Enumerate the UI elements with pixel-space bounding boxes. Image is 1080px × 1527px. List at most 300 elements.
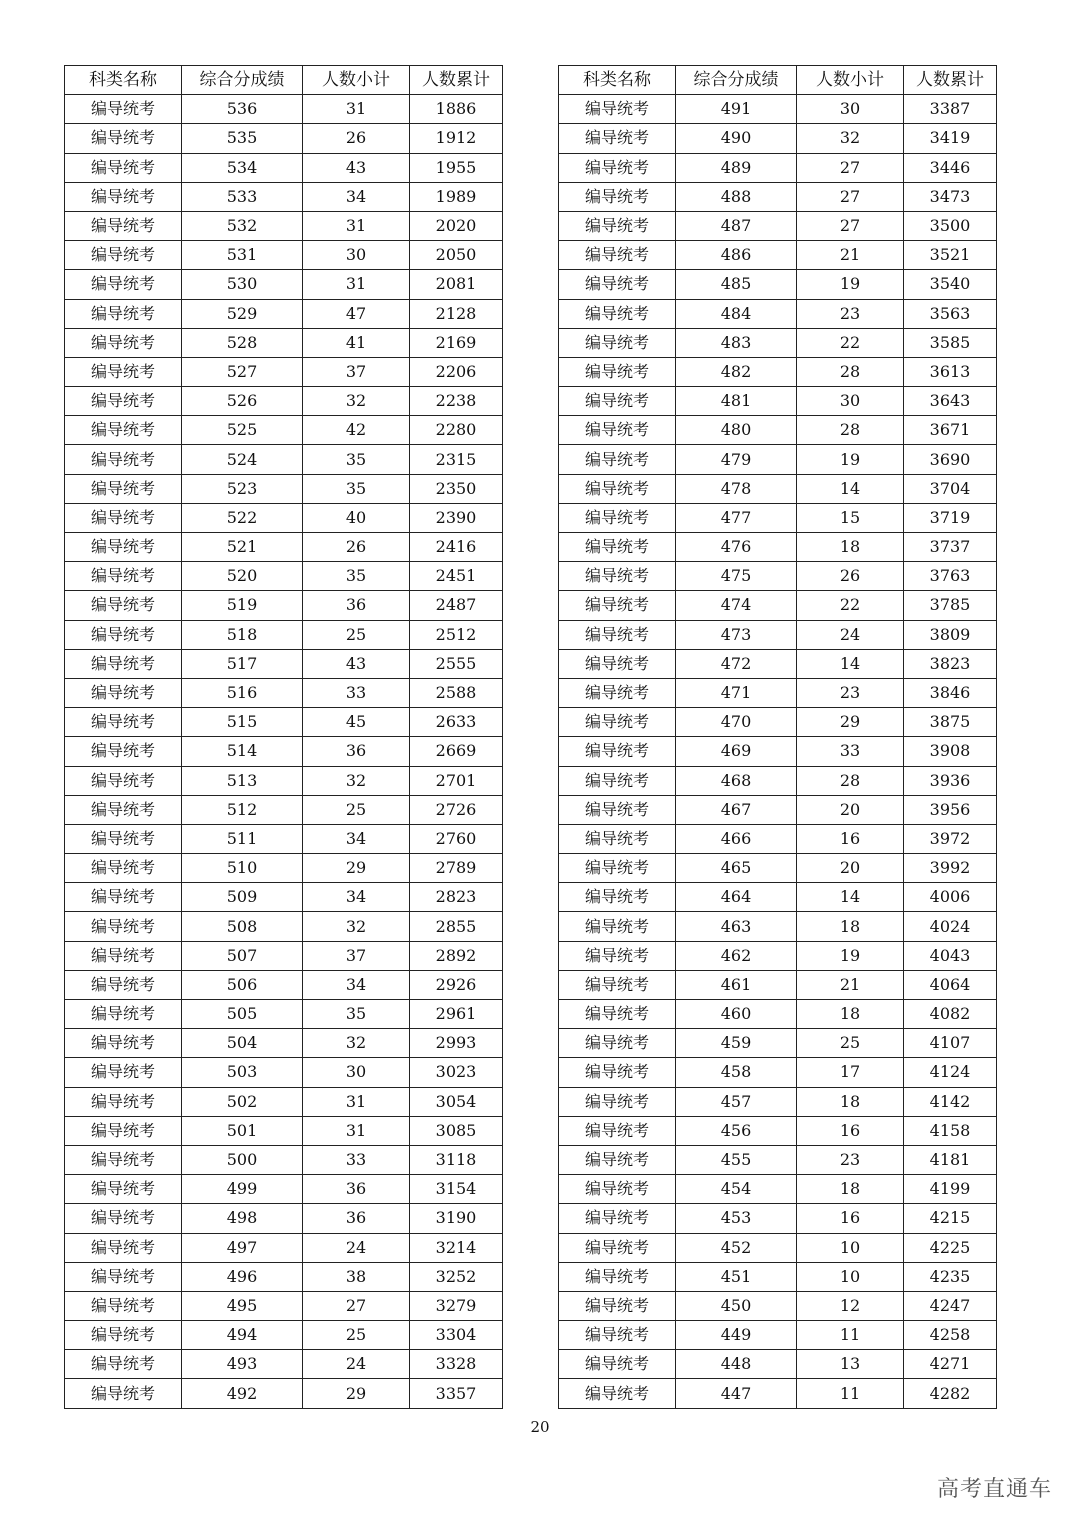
header-count: 人数小计: [303, 66, 410, 95]
table-row: [65, 474, 503, 503]
cell-count: 18: [797, 533, 904, 562]
cell-count: 34: [303, 824, 410, 853]
cell-cumulative: 2020: [410, 211, 503, 240]
table-row: [65, 95, 503, 124]
cell-count: 43: [303, 153, 410, 182]
cell-cumulative: 2238: [410, 387, 503, 416]
cell-score: 467: [676, 795, 797, 824]
cell-cumulative: 2416: [410, 533, 503, 562]
header-score: 综合分成绩: [676, 66, 797, 95]
cell-category: 编导统考: [65, 299, 182, 328]
cell-cumulative: 4043: [904, 941, 997, 970]
cell-cumulative: 3419: [904, 124, 997, 153]
cell-cumulative: 2487: [410, 591, 503, 620]
cell-category: 编导统考: [65, 620, 182, 649]
cell-score: 531: [182, 241, 303, 270]
cell-count: 47: [303, 299, 410, 328]
table-row: [559, 211, 997, 240]
cell-score: 483: [676, 328, 797, 357]
cell-count: 26: [797, 562, 904, 591]
table-row: [65, 1087, 503, 1116]
cell-cumulative: 2789: [410, 854, 503, 883]
cell-cumulative: 3500: [904, 211, 997, 240]
cell-score: 495: [182, 1291, 303, 1320]
cell-score: 462: [676, 941, 797, 970]
cell-score: 525: [182, 416, 303, 445]
cell-count: 29: [303, 854, 410, 883]
cell-count: 16: [797, 1204, 904, 1233]
cell-cumulative: 3785: [904, 591, 997, 620]
header-cumulative: 人数累计: [904, 66, 997, 95]
cell-cumulative: 2081: [410, 270, 503, 299]
cell-cumulative: 3763: [904, 562, 997, 591]
cell-score: 524: [182, 445, 303, 474]
cell-category: 编导统考: [65, 591, 182, 620]
table-row: [65, 357, 503, 386]
cell-count: 40: [303, 503, 410, 532]
cell-category: 编导统考: [65, 1204, 182, 1233]
watermark: 高考直通车: [936, 1477, 1052, 1502]
cell-category: 编导统考: [65, 474, 182, 503]
cell-count: 12: [797, 1291, 904, 1320]
cell-count: 23: [797, 678, 904, 707]
cell-category: 编导统考: [559, 1058, 676, 1087]
table-row: [65, 211, 503, 240]
cell-score: 491: [676, 95, 797, 124]
cell-score: 466: [676, 824, 797, 853]
header-cumulative: 人数累计: [410, 66, 503, 95]
cell-count: 10: [797, 1262, 904, 1291]
cell-count: 22: [797, 328, 904, 357]
cell-category: 编导统考: [559, 1175, 676, 1204]
cell-category: 编导统考: [559, 124, 676, 153]
cell-score: 533: [182, 182, 303, 211]
cell-cumulative: 2050: [410, 241, 503, 270]
cell-count: 31: [303, 211, 410, 240]
cell-category: 编导统考: [559, 1087, 676, 1116]
cell-cumulative: 3737: [904, 533, 997, 562]
cell-count: 14: [797, 883, 904, 912]
cell-score: 458: [676, 1058, 797, 1087]
cell-category: 编导统考: [65, 883, 182, 912]
cell-cumulative: 2961: [410, 1000, 503, 1029]
table-row: [559, 357, 997, 386]
cell-category: 编导统考: [65, 1116, 182, 1145]
cell-cumulative: 2669: [410, 737, 503, 766]
cell-cumulative: 2512: [410, 620, 503, 649]
cell-score: 477: [676, 503, 797, 532]
cell-category: 编导统考: [65, 270, 182, 299]
cell-cumulative: 4225: [904, 1233, 997, 1262]
table-row: [65, 503, 503, 532]
cell-count: 32: [303, 766, 410, 795]
table-row: [559, 1087, 997, 1116]
cell-category: 编导统考: [559, 387, 676, 416]
cell-cumulative: 3936: [904, 766, 997, 795]
cell-score: 457: [676, 1087, 797, 1116]
cell-score: 481: [676, 387, 797, 416]
cell-score: 447: [676, 1379, 797, 1408]
cell-score: 459: [676, 1029, 797, 1058]
table-row: [559, 1321, 997, 1350]
cell-score: 513: [182, 766, 303, 795]
cell-score: 451: [676, 1262, 797, 1291]
cell-score: 469: [676, 737, 797, 766]
cell-count: 30: [797, 95, 904, 124]
table-row: [559, 1000, 997, 1029]
header-score: 综合分成绩: [182, 66, 303, 95]
cell-score: 452: [676, 1233, 797, 1262]
table-row: [559, 883, 997, 912]
cell-category: 编导统考: [65, 533, 182, 562]
cell-category: 编导统考: [559, 503, 676, 532]
cell-cumulative: 4215: [904, 1204, 997, 1233]
cell-category: 编导统考: [65, 503, 182, 532]
cell-category: 编导统考: [559, 1350, 676, 1379]
cell-cumulative: 3719: [904, 503, 997, 532]
cell-category: 编导统考: [559, 854, 676, 883]
cell-cumulative: 3704: [904, 474, 997, 503]
cell-score: 474: [676, 591, 797, 620]
cell-category: 编导统考: [559, 1321, 676, 1350]
cell-score: 498: [182, 1204, 303, 1233]
cell-score: 471: [676, 678, 797, 707]
table-row: [65, 1116, 503, 1145]
cell-count: 35: [303, 562, 410, 591]
cell-score: 528: [182, 328, 303, 357]
cell-count: 25: [303, 795, 410, 824]
cell-cumulative: 3690: [904, 445, 997, 474]
cell-category: 编导统考: [559, 1029, 676, 1058]
cell-cumulative: 3613: [904, 357, 997, 386]
cell-category: 编导统考: [559, 1204, 676, 1233]
cell-count: 24: [303, 1233, 410, 1262]
cell-score: 493: [182, 1350, 303, 1379]
table-row: [65, 854, 503, 883]
cell-category: 编导统考: [559, 445, 676, 474]
cell-score: 509: [182, 883, 303, 912]
cell-category: 编导统考: [559, 824, 676, 853]
cell-count: 38: [303, 1262, 410, 1291]
cell-category: 编导统考: [559, 649, 676, 678]
cell-count: 23: [797, 1145, 904, 1174]
table-row: [559, 95, 997, 124]
cell-count: 33: [303, 678, 410, 707]
table-row: [65, 591, 503, 620]
cell-cumulative: 4247: [904, 1291, 997, 1320]
table-row: [559, 941, 997, 970]
cell-cumulative: 3214: [410, 1233, 503, 1262]
cell-score: 515: [182, 708, 303, 737]
table-row: [559, 182, 997, 211]
cell-count: 26: [303, 533, 410, 562]
cell-cumulative: 3154: [410, 1175, 503, 1204]
cell-category: 编导统考: [65, 1350, 182, 1379]
cell-count: 21: [797, 970, 904, 999]
cell-count: 18: [797, 1087, 904, 1116]
cell-count: 16: [797, 824, 904, 853]
cell-count: 25: [303, 1321, 410, 1350]
cell-category: 编导统考: [65, 416, 182, 445]
cell-category: 编导统考: [559, 708, 676, 737]
cell-count: 36: [303, 591, 410, 620]
cell-count: 30: [797, 387, 904, 416]
table-row: [65, 1291, 503, 1320]
cell-count: 32: [303, 912, 410, 941]
cell-count: 24: [797, 620, 904, 649]
cell-count: 31: [303, 270, 410, 299]
cell-cumulative: 3992: [904, 854, 997, 883]
cell-count: 11: [797, 1321, 904, 1350]
table-body: [559, 95, 997, 1408]
cell-count: 29: [303, 1379, 410, 1408]
table-row: [559, 912, 997, 941]
table-row: [559, 299, 997, 328]
table-row: [559, 1029, 997, 1058]
cell-cumulative: 3972: [904, 824, 997, 853]
cell-score: 529: [182, 299, 303, 328]
cell-count: 36: [303, 737, 410, 766]
cell-count: 34: [303, 970, 410, 999]
cell-category: 编导统考: [65, 328, 182, 357]
cell-score: 475: [676, 562, 797, 591]
cell-score: 503: [182, 1058, 303, 1087]
cell-cumulative: 3643: [904, 387, 997, 416]
cell-count: 22: [797, 591, 904, 620]
cell-score: 496: [182, 1262, 303, 1291]
cell-score: 463: [676, 912, 797, 941]
cell-count: 20: [797, 795, 904, 824]
cell-category: 编导统考: [559, 912, 676, 941]
table-row: [559, 1262, 997, 1291]
cell-count: 17: [797, 1058, 904, 1087]
score-table-right: [558, 65, 997, 1409]
cell-count: 14: [797, 474, 904, 503]
cell-cumulative: 3875: [904, 708, 997, 737]
cell-cumulative: 3252: [410, 1262, 503, 1291]
table-row: [65, 824, 503, 853]
cell-score: 536: [182, 95, 303, 124]
cell-category: 编导统考: [559, 562, 676, 591]
cell-cumulative: 3908: [904, 737, 997, 766]
cell-count: 29: [797, 708, 904, 737]
cell-cumulative: 4199: [904, 1175, 997, 1204]
cell-score: 506: [182, 970, 303, 999]
cell-count: 34: [303, 883, 410, 912]
cell-category: 编导统考: [559, 328, 676, 357]
cell-category: 编导统考: [559, 883, 676, 912]
cell-count: 11: [797, 1379, 904, 1408]
cell-category: 编导统考: [65, 708, 182, 737]
table-row: [65, 416, 503, 445]
table-row: [65, 766, 503, 795]
cell-score: 520: [182, 562, 303, 591]
cell-category: 编导统考: [559, 1000, 676, 1029]
table-row: [559, 1350, 997, 1379]
table-row: [559, 591, 997, 620]
cell-cumulative: 3328: [410, 1350, 503, 1379]
cell-count: 37: [303, 357, 410, 386]
cell-score: 482: [676, 357, 797, 386]
cell-cumulative: 3118: [410, 1145, 503, 1174]
cell-category: 编导统考: [65, 562, 182, 591]
table-row: [559, 241, 997, 270]
table-row: [559, 562, 997, 591]
cell-cumulative: 2701: [410, 766, 503, 795]
cell-category: 编导统考: [65, 1262, 182, 1291]
cell-cumulative: 2315: [410, 445, 503, 474]
cell-cumulative: 2169: [410, 328, 503, 357]
cell-score: 488: [676, 182, 797, 211]
table-row: [559, 153, 997, 182]
cell-category: 编导统考: [65, 941, 182, 970]
cell-category: 编导统考: [559, 591, 676, 620]
cell-count: 14: [797, 649, 904, 678]
cell-cumulative: 2206: [410, 357, 503, 386]
table-row: [559, 328, 997, 357]
table-row: [559, 387, 997, 416]
cell-category: 编导统考: [65, 1087, 182, 1116]
cell-score: 501: [182, 1116, 303, 1145]
cell-score: 494: [182, 1321, 303, 1350]
cell-count: 15: [797, 503, 904, 532]
cell-category: 编导统考: [559, 299, 676, 328]
cell-category: 编导统考: [559, 357, 676, 386]
cell-cumulative: 4024: [904, 912, 997, 941]
cell-count: 23: [797, 299, 904, 328]
cell-cumulative: 1955: [410, 153, 503, 182]
cell-count: 18: [797, 912, 904, 941]
cell-category: 编导统考: [65, 795, 182, 824]
cell-score: 454: [676, 1175, 797, 1204]
cell-score: 455: [676, 1145, 797, 1174]
cell-cumulative: 4142: [904, 1087, 997, 1116]
table-row: [65, 795, 503, 824]
table-row: [65, 1058, 503, 1087]
cell-cumulative: 3521: [904, 241, 997, 270]
cell-cumulative: 2823: [410, 883, 503, 912]
cell-category: 编导统考: [65, 445, 182, 474]
table-row: [65, 1029, 503, 1058]
cell-cumulative: 4271: [904, 1350, 997, 1379]
cell-count: 32: [303, 1029, 410, 1058]
cell-count: 27: [797, 182, 904, 211]
cell-category: 编导统考: [559, 941, 676, 970]
cell-category: 编导统考: [559, 766, 676, 795]
cell-cumulative: 3671: [904, 416, 997, 445]
cell-score: 480: [676, 416, 797, 445]
cell-category: 编导统考: [65, 211, 182, 240]
cell-count: 27: [797, 153, 904, 182]
table-row: [65, 328, 503, 357]
cell-score: 519: [182, 591, 303, 620]
cell-score: 500: [182, 1145, 303, 1174]
table-row: [559, 533, 997, 562]
table-row: [65, 620, 503, 649]
table-row: [65, 533, 503, 562]
cell-count: 33: [303, 1145, 410, 1174]
table-row: [559, 270, 997, 299]
table-row: [559, 503, 997, 532]
cell-cumulative: 3540: [904, 270, 997, 299]
cell-cumulative: 3563: [904, 299, 997, 328]
cell-category: 编导统考: [65, 153, 182, 182]
cell-category: 编导统考: [559, 620, 676, 649]
cell-score: 449: [676, 1321, 797, 1350]
table-row: [65, 182, 503, 211]
table-row: [559, 970, 997, 999]
cell-score: 534: [182, 153, 303, 182]
cell-score: 532: [182, 211, 303, 240]
table-row: [65, 270, 503, 299]
cell-cumulative: 4235: [904, 1262, 997, 1291]
cell-count: 25: [303, 620, 410, 649]
cell-cumulative: 3304: [410, 1321, 503, 1350]
cell-score: 504: [182, 1029, 303, 1058]
cell-category: 编导统考: [559, 1116, 676, 1145]
table-row: [65, 708, 503, 737]
cell-score: 465: [676, 854, 797, 883]
cell-score: 510: [182, 854, 303, 883]
score-table-left: [64, 65, 503, 1409]
cell-count: 21: [797, 241, 904, 270]
cell-score: 517: [182, 649, 303, 678]
cell-count: 33: [797, 737, 904, 766]
cell-score: 486: [676, 241, 797, 270]
cell-score: 492: [182, 1379, 303, 1408]
cell-category: 编导统考: [559, 795, 676, 824]
cell-cumulative: 4006: [904, 883, 997, 912]
cell-score: 485: [676, 270, 797, 299]
cell-cumulative: 3190: [410, 1204, 503, 1233]
cell-score: 502: [182, 1087, 303, 1116]
cell-cumulative: 2633: [410, 708, 503, 737]
cell-cumulative: 3023: [410, 1058, 503, 1087]
cell-cumulative: 3585: [904, 328, 997, 357]
cell-count: 25: [797, 1029, 904, 1058]
table-row: [65, 1321, 503, 1350]
cell-cumulative: 3473: [904, 182, 997, 211]
cell-category: 编导统考: [65, 1145, 182, 1174]
cell-score: 497: [182, 1233, 303, 1262]
cell-score: 461: [676, 970, 797, 999]
cell-cumulative: 4258: [904, 1321, 997, 1350]
cell-category: 编导统考: [65, 1029, 182, 1058]
table-row: [65, 941, 503, 970]
table-row: [559, 649, 997, 678]
cell-score: 468: [676, 766, 797, 795]
cell-score: 511: [182, 824, 303, 853]
cell-count: 19: [797, 941, 904, 970]
cell-cumulative: 2390: [410, 503, 503, 532]
header-row: [65, 66, 503, 95]
cell-score: 521: [182, 533, 303, 562]
table-row: [559, 1175, 997, 1204]
cell-cumulative: 2726: [410, 795, 503, 824]
cell-category: 编导统考: [65, 357, 182, 386]
cell-count: 32: [303, 387, 410, 416]
cell-count: 28: [797, 766, 904, 795]
cell-score: 490: [676, 124, 797, 153]
table-row: [65, 299, 503, 328]
cell-cumulative: 2451: [410, 562, 503, 591]
table-row: [559, 1291, 997, 1320]
cell-category: 编导统考: [559, 241, 676, 270]
cell-score: 508: [182, 912, 303, 941]
cell-score: 489: [676, 153, 797, 182]
cell-score: 530: [182, 270, 303, 299]
cell-cumulative: 3809: [904, 620, 997, 649]
